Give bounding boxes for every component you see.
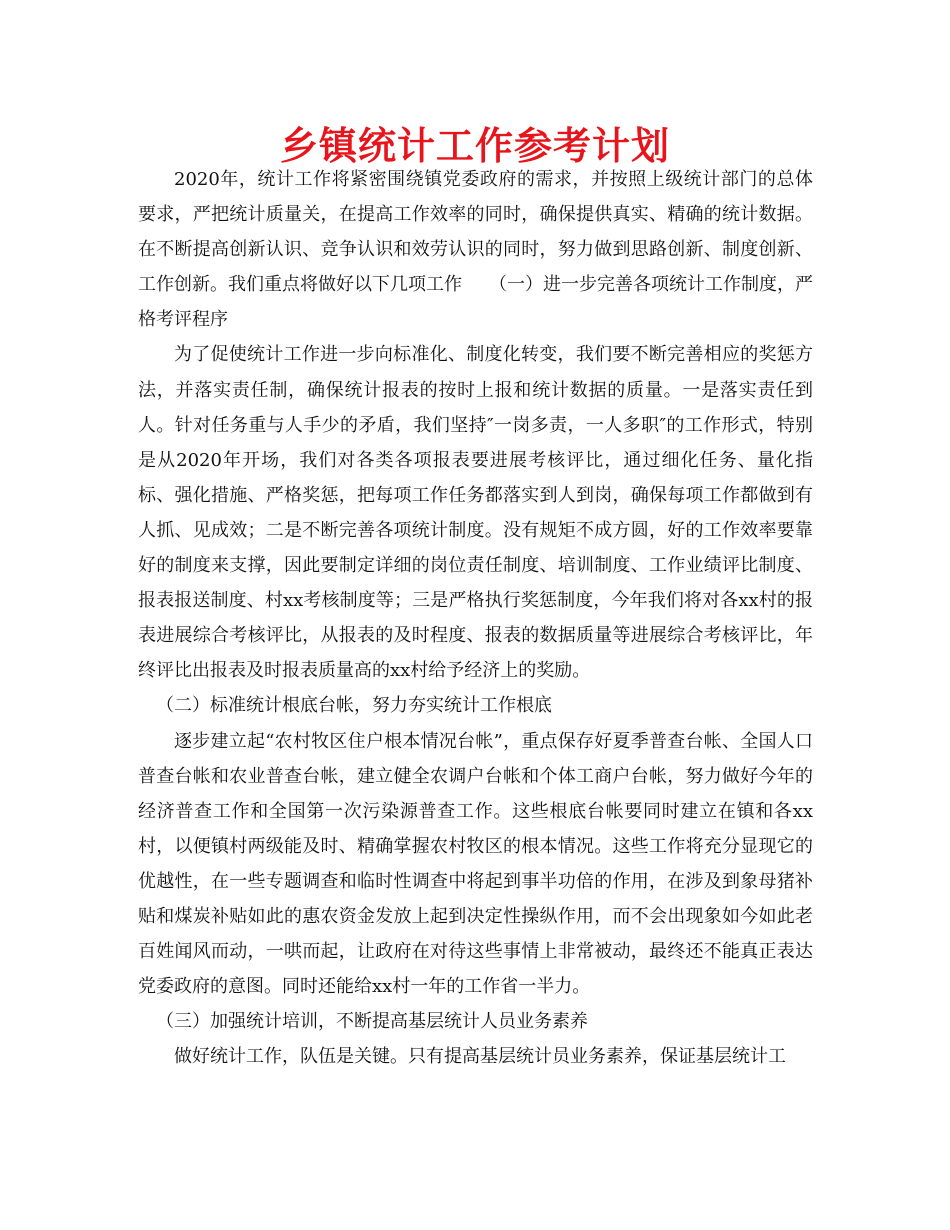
section-heading-3: （三）加强统计培训，不断提高基层统计人员业务素养	[156, 1011, 588, 1033]
paragraph-section-2-body: 逐步建立起“农村牧区住户根本情况台帐”，重点保存好夏季普查台帐、全国人口普查台帐和农业普查台帐，建立健全农调户台帐和个体工商户台帐，努力做好今年的经济普查工作和全国第一次污染源普查工作。这些根底台帐要同时建立在镇和各xx村，以便镇村两级能及时、精确掌握农村牧区的根本情况。这些工作将充分显现它的优越性，在一些专题调查和临时性调查中将起到事半功倍的作用，在涉及到象母猪补贴和煤炭补贴如此的惠农资金发放上起到决定性操纵作用，而不会出现象如今如此老百姓闻风而动，一哄而起，让政府在对待这些事情上非常被动，最终还不能真正表达党委政府的意图。同时还能给xx村一年的工作省一半力。	[138, 730, 813, 998]
document-body	[138, 162, 813, 1074]
paragraph-section-3-body: 做好统计工作，队伍是关键。只有提高基层统计员业务素养，保证基层统计工	[174, 1046, 786, 1068]
section-heading-2: （二）标准统计根底台帐，努力夯实统计工作根底	[156, 695, 552, 717]
paragraph-intro: 2020年，统计工作将紧密围绕镇党委政府的需求，并按照上级统计部门的总体要求，严把统计质量关，在提高工作效率的同时，确保提供真实、精确的统计数据。在不断提高创新认识、竞争认识和效劳认识的同时，努力做到思路创新、制度创新、工作创新。我们重点将做好以下几项工作 （一）进一步完善各项统计工作制度，严格考评程序	[138, 169, 813, 331]
paragraph-section-1-body: 为了促使统计工作进一步向标准化、制度化转变，我们要不断完善相应的奖惩方法，并落实责任制，确保统计报表的按时上报和统计数据的质量。一是落实责任到人。针对任务重与人手少的矛盾，我们坚持″一岗多责，一人多职″的工作形式，特别是从2020年开场，我们对各类各项报表要进展考核评比，通过细化任务、量化指标、强化措施、严格奖惩，把每项工作任务都落实到人到岗，确保每项工作都做到有人抓、见成效；二是不断完善各项统计制度。没有规矩不成方圆，好的工作效率要靠好的制度来支撑，因此要制定详细的岗位责任制度、培训制度、工作业绩评比制度、报表报送制度、村xx考核制度等；三是严格执行奖惩制度，今年我们将对各xx村的报表进展综合考核评比，从报表的及时程度、报表的数据质量等进展综合考核评比，年终评比出报表及时报表质量高的xx村给予经济上的奖励。	[138, 344, 813, 682]
document-title: 乡镇统计工作参考计划	[279, 124, 670, 168]
